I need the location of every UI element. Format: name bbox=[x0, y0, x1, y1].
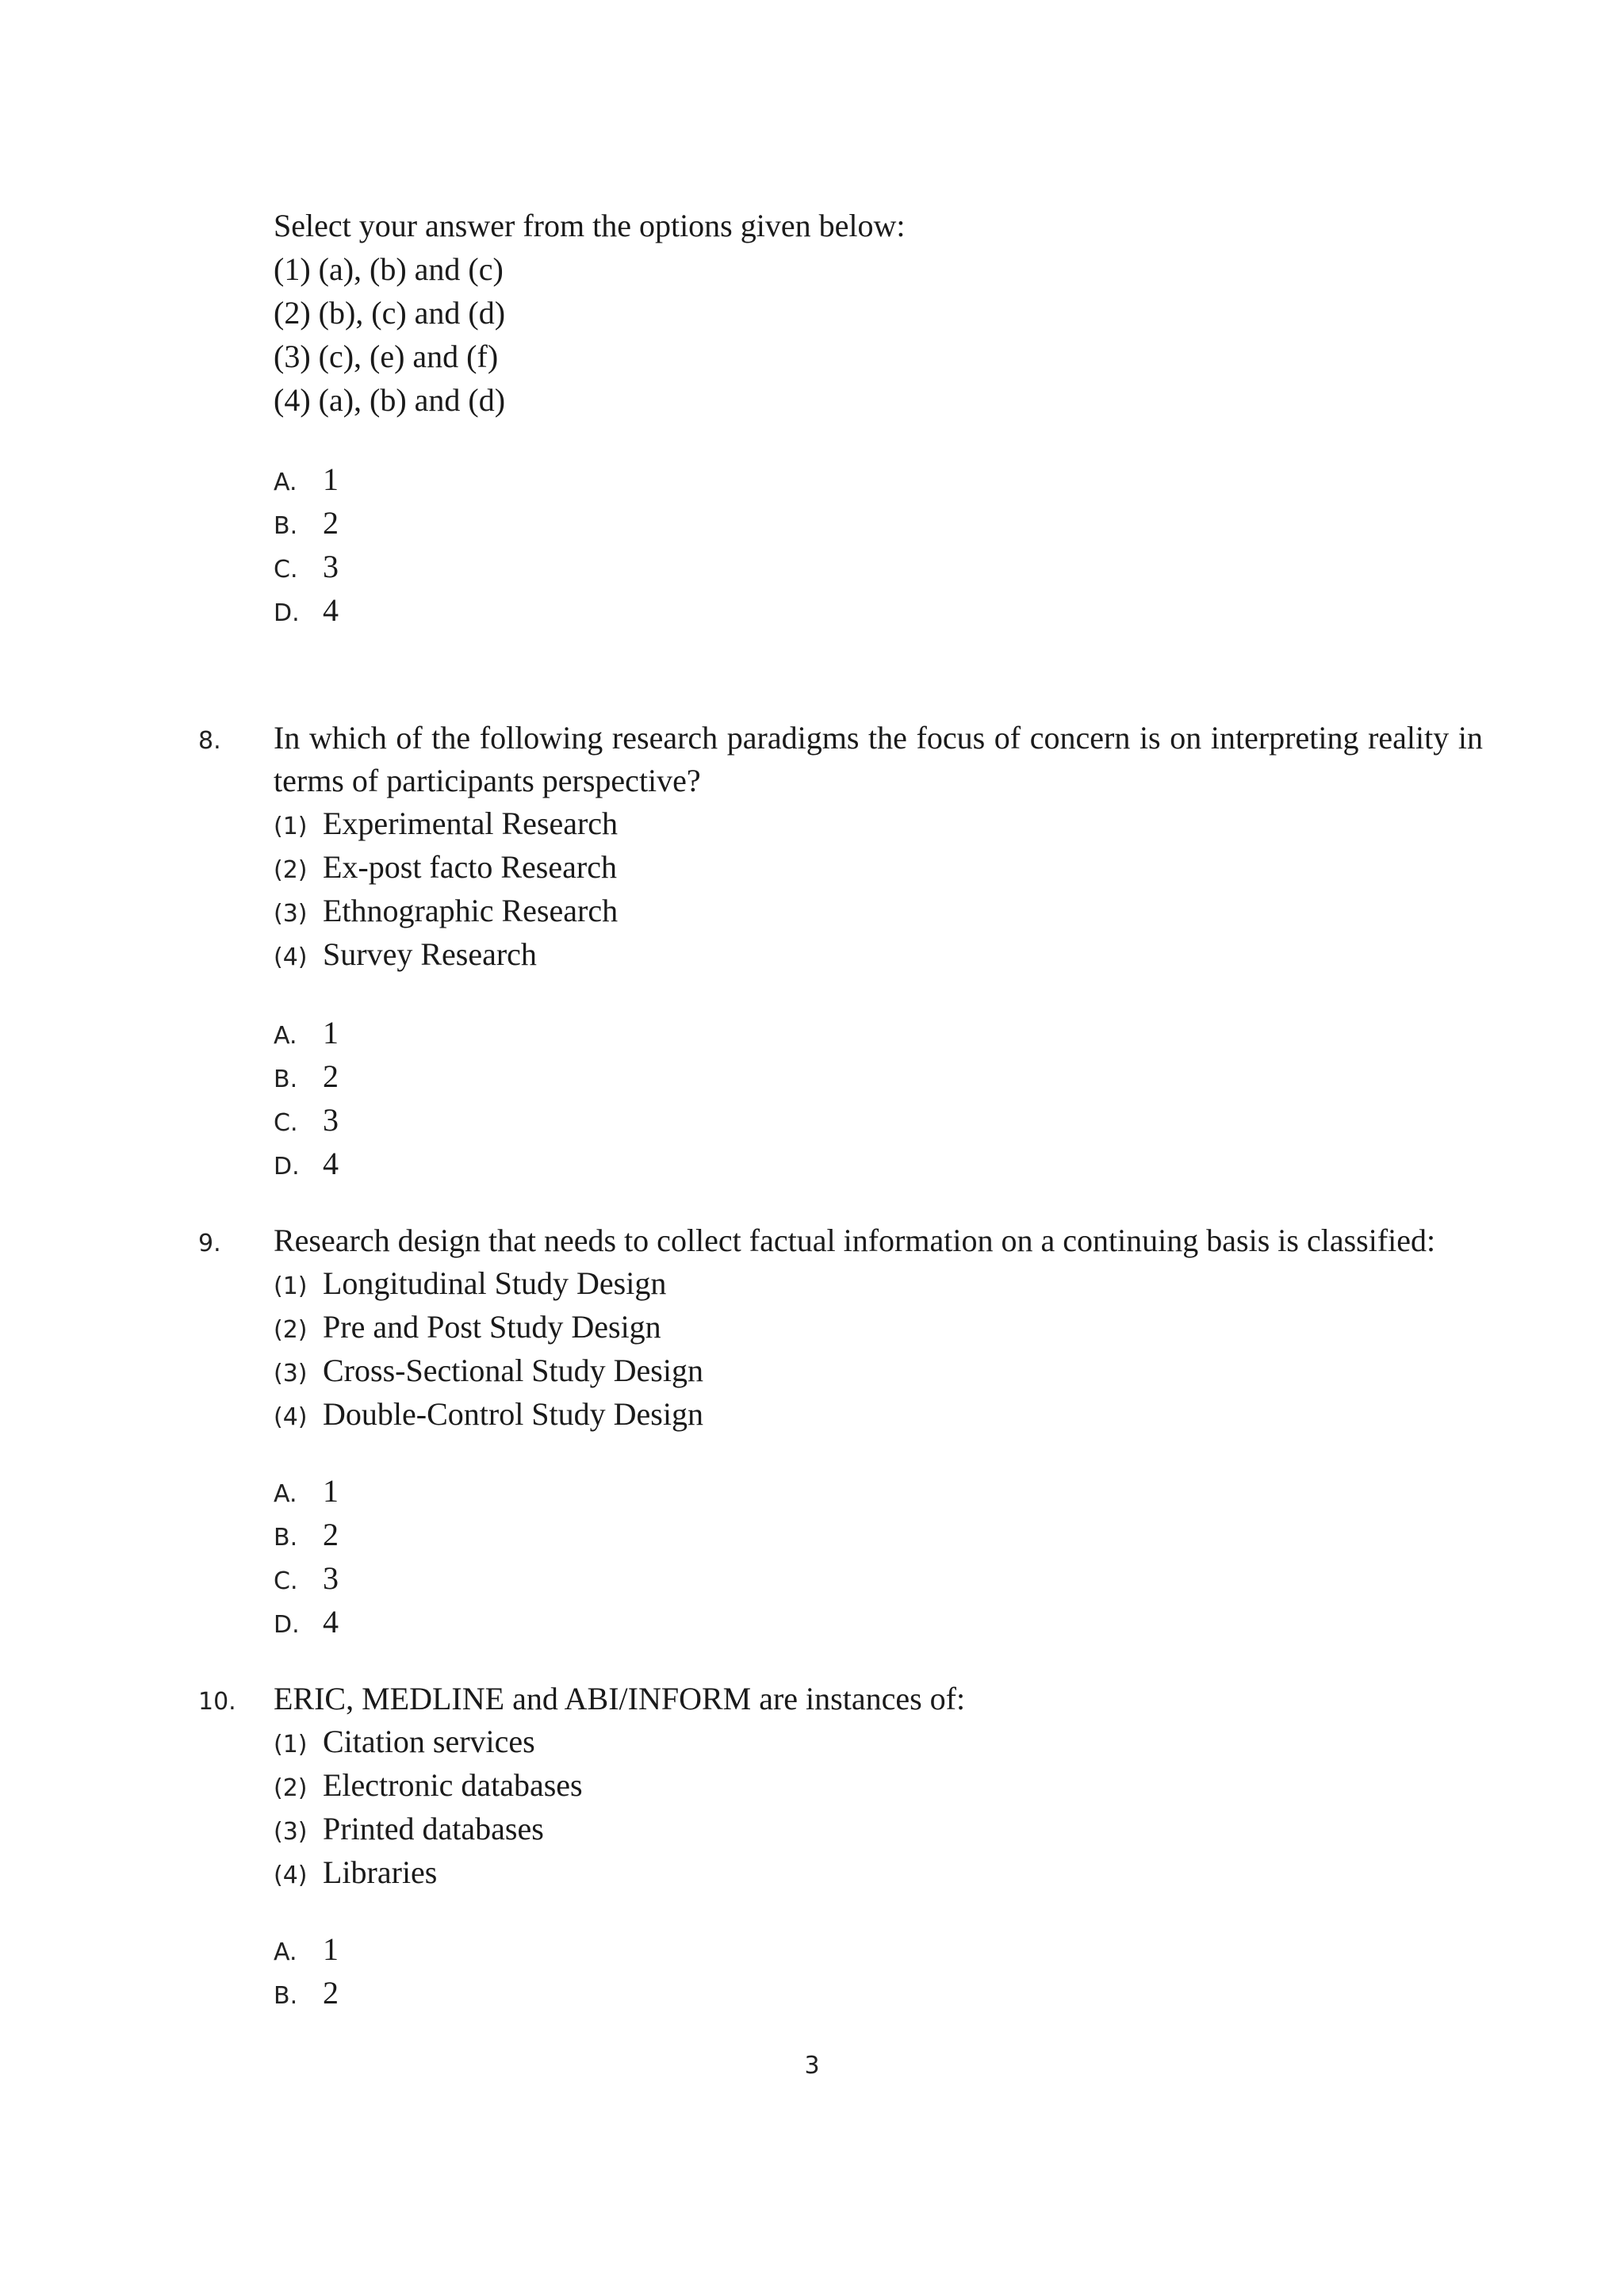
answer-option bbox=[274, 1099, 591, 1142]
answer-value: 1 bbox=[323, 461, 339, 497]
answer-option bbox=[274, 1055, 591, 1099]
answer-letter: A. bbox=[274, 469, 297, 496]
answer-option bbox=[274, 1142, 591, 1186]
option-line bbox=[274, 1764, 1483, 1808]
option-number: (3) bbox=[274, 900, 308, 928]
question-7-answer-list bbox=[274, 458, 591, 633]
answer-letter: A. bbox=[274, 1480, 297, 1508]
answer-value: 3 bbox=[323, 1102, 339, 1138]
option-line bbox=[274, 1262, 1483, 1306]
answer-value: 2 bbox=[323, 1058, 339, 1094]
option-text: Printed databases bbox=[323, 1811, 544, 1846]
option-line bbox=[274, 1720, 1483, 1764]
answer-value: 3 bbox=[323, 549, 339, 584]
choice-line: (4) (a), (b) and (d) bbox=[274, 382, 506, 418]
answer-letter: D. bbox=[274, 1611, 300, 1639]
answer-value: 2 bbox=[323, 1975, 339, 2011]
answer-value: 2 bbox=[323, 1517, 339, 1552]
question-text: In which of the following research paradigms the focus of concern is on interpreting reality in terms of participants perspective? bbox=[274, 720, 1483, 798]
option-text: Longitudinal Study Design bbox=[323, 1265, 667, 1301]
answer-value: 4 bbox=[323, 592, 339, 628]
answer-option bbox=[274, 1601, 591, 1644]
answer-option bbox=[274, 458, 591, 502]
answer-value: 3 bbox=[323, 1560, 339, 1596]
option-line bbox=[274, 1349, 1483, 1393]
option-number: (1) bbox=[274, 813, 308, 840]
option-number: (1) bbox=[274, 1731, 308, 1758]
answer-option bbox=[274, 1928, 591, 1972]
answer-value: 4 bbox=[323, 1146, 339, 1181]
option-line bbox=[274, 1306, 1483, 1349]
question-7-continuation bbox=[274, 205, 1463, 423]
answer-letter: B. bbox=[274, 1524, 298, 1552]
option-number: (1) bbox=[274, 1272, 308, 1300]
option-text: Experimental Research bbox=[323, 806, 619, 841]
option-line bbox=[274, 1808, 1483, 1851]
option-text: Double-Control Study Design bbox=[323, 1396, 703, 1432]
option-number: (4) bbox=[274, 943, 308, 971]
option-number: (4) bbox=[274, 1403, 308, 1431]
option-number: (2) bbox=[274, 1774, 308, 1802]
choice-line: (2) (b), (c) and (d) bbox=[274, 295, 506, 331]
option-number: (3) bbox=[274, 1360, 308, 1387]
question-9 bbox=[198, 1219, 1483, 1437]
answer-letter: C. bbox=[274, 1567, 298, 1595]
answer-letter: C. bbox=[274, 556, 298, 584]
answer-letter: A. bbox=[274, 1022, 297, 1050]
answer-option bbox=[274, 545, 591, 589]
answer-letter: B. bbox=[274, 1982, 298, 2010]
answer-letter: B. bbox=[274, 1066, 298, 1093]
answer-letter: B. bbox=[274, 512, 298, 540]
option-text: Libraries bbox=[323, 1854, 438, 1890]
answer-letter: D. bbox=[274, 1153, 300, 1181]
answer-value: 4 bbox=[323, 1604, 339, 1640]
option-text: Citation services bbox=[323, 1724, 535, 1759]
question-number: 9. bbox=[198, 1230, 221, 1257]
option-line bbox=[274, 1851, 1483, 1895]
question-9-answer-list bbox=[274, 1470, 591, 1644]
option-number: (3) bbox=[274, 1818, 308, 1846]
answer-option bbox=[274, 502, 591, 545]
option-line bbox=[274, 846, 1483, 890]
option-text: Ethnographic Research bbox=[323, 893, 619, 928]
question-number: 10. bbox=[198, 1688, 236, 1716]
question-number: 8. bbox=[198, 727, 221, 755]
page-number: 3 bbox=[804, 2052, 820, 2080]
question-10-answer-list bbox=[274, 1928, 591, 2015]
question-8-answer-list bbox=[274, 1012, 591, 1186]
answer-letter: D. bbox=[274, 599, 300, 627]
question-10 bbox=[198, 1678, 1483, 1895]
choice-line: (1) (a), (b) and (c) bbox=[274, 251, 504, 287]
answer-value: 1 bbox=[323, 1473, 339, 1509]
answer-value: 1 bbox=[323, 1931, 339, 1967]
answer-option bbox=[274, 589, 591, 633]
answer-option bbox=[274, 1513, 591, 1557]
instruction-text: Select your answer from the options given below: bbox=[274, 208, 906, 243]
option-text: Cross-Sectional Study Design bbox=[323, 1353, 703, 1388]
answer-letter: A. bbox=[274, 1938, 297, 1966]
option-text: Electronic databases bbox=[323, 1767, 583, 1803]
option-line bbox=[274, 933, 1483, 977]
option-text: Survey Research bbox=[323, 936, 537, 972]
option-line bbox=[274, 1393, 1483, 1437]
question-text: Research design that needs to collect factual information on a continuing basis is classified: bbox=[274, 1223, 1436, 1258]
option-number: (2) bbox=[274, 1316, 308, 1344]
answer-value: 1 bbox=[323, 1015, 339, 1050]
answer-option bbox=[274, 1470, 591, 1513]
choice-line: (3) (c), (e) and (f) bbox=[274, 339, 499, 374]
option-number: (2) bbox=[274, 856, 308, 884]
answer-value: 2 bbox=[323, 505, 339, 541]
option-text: Pre and Post Study Design bbox=[323, 1309, 661, 1345]
option-number: (4) bbox=[274, 1862, 308, 1889]
answer-option bbox=[274, 1972, 591, 2015]
answer-option bbox=[274, 1012, 591, 1055]
question-8 bbox=[198, 717, 1483, 977]
answer-option bbox=[274, 1557, 591, 1601]
option-line bbox=[274, 802, 1483, 846]
option-text: Ex-post facto Research bbox=[323, 849, 617, 885]
answer-letter: C. bbox=[274, 1109, 298, 1137]
question-text: ERIC, MEDLINE and ABI/INFORM are instances of: bbox=[274, 1681, 966, 1716]
option-line bbox=[274, 890, 1483, 933]
